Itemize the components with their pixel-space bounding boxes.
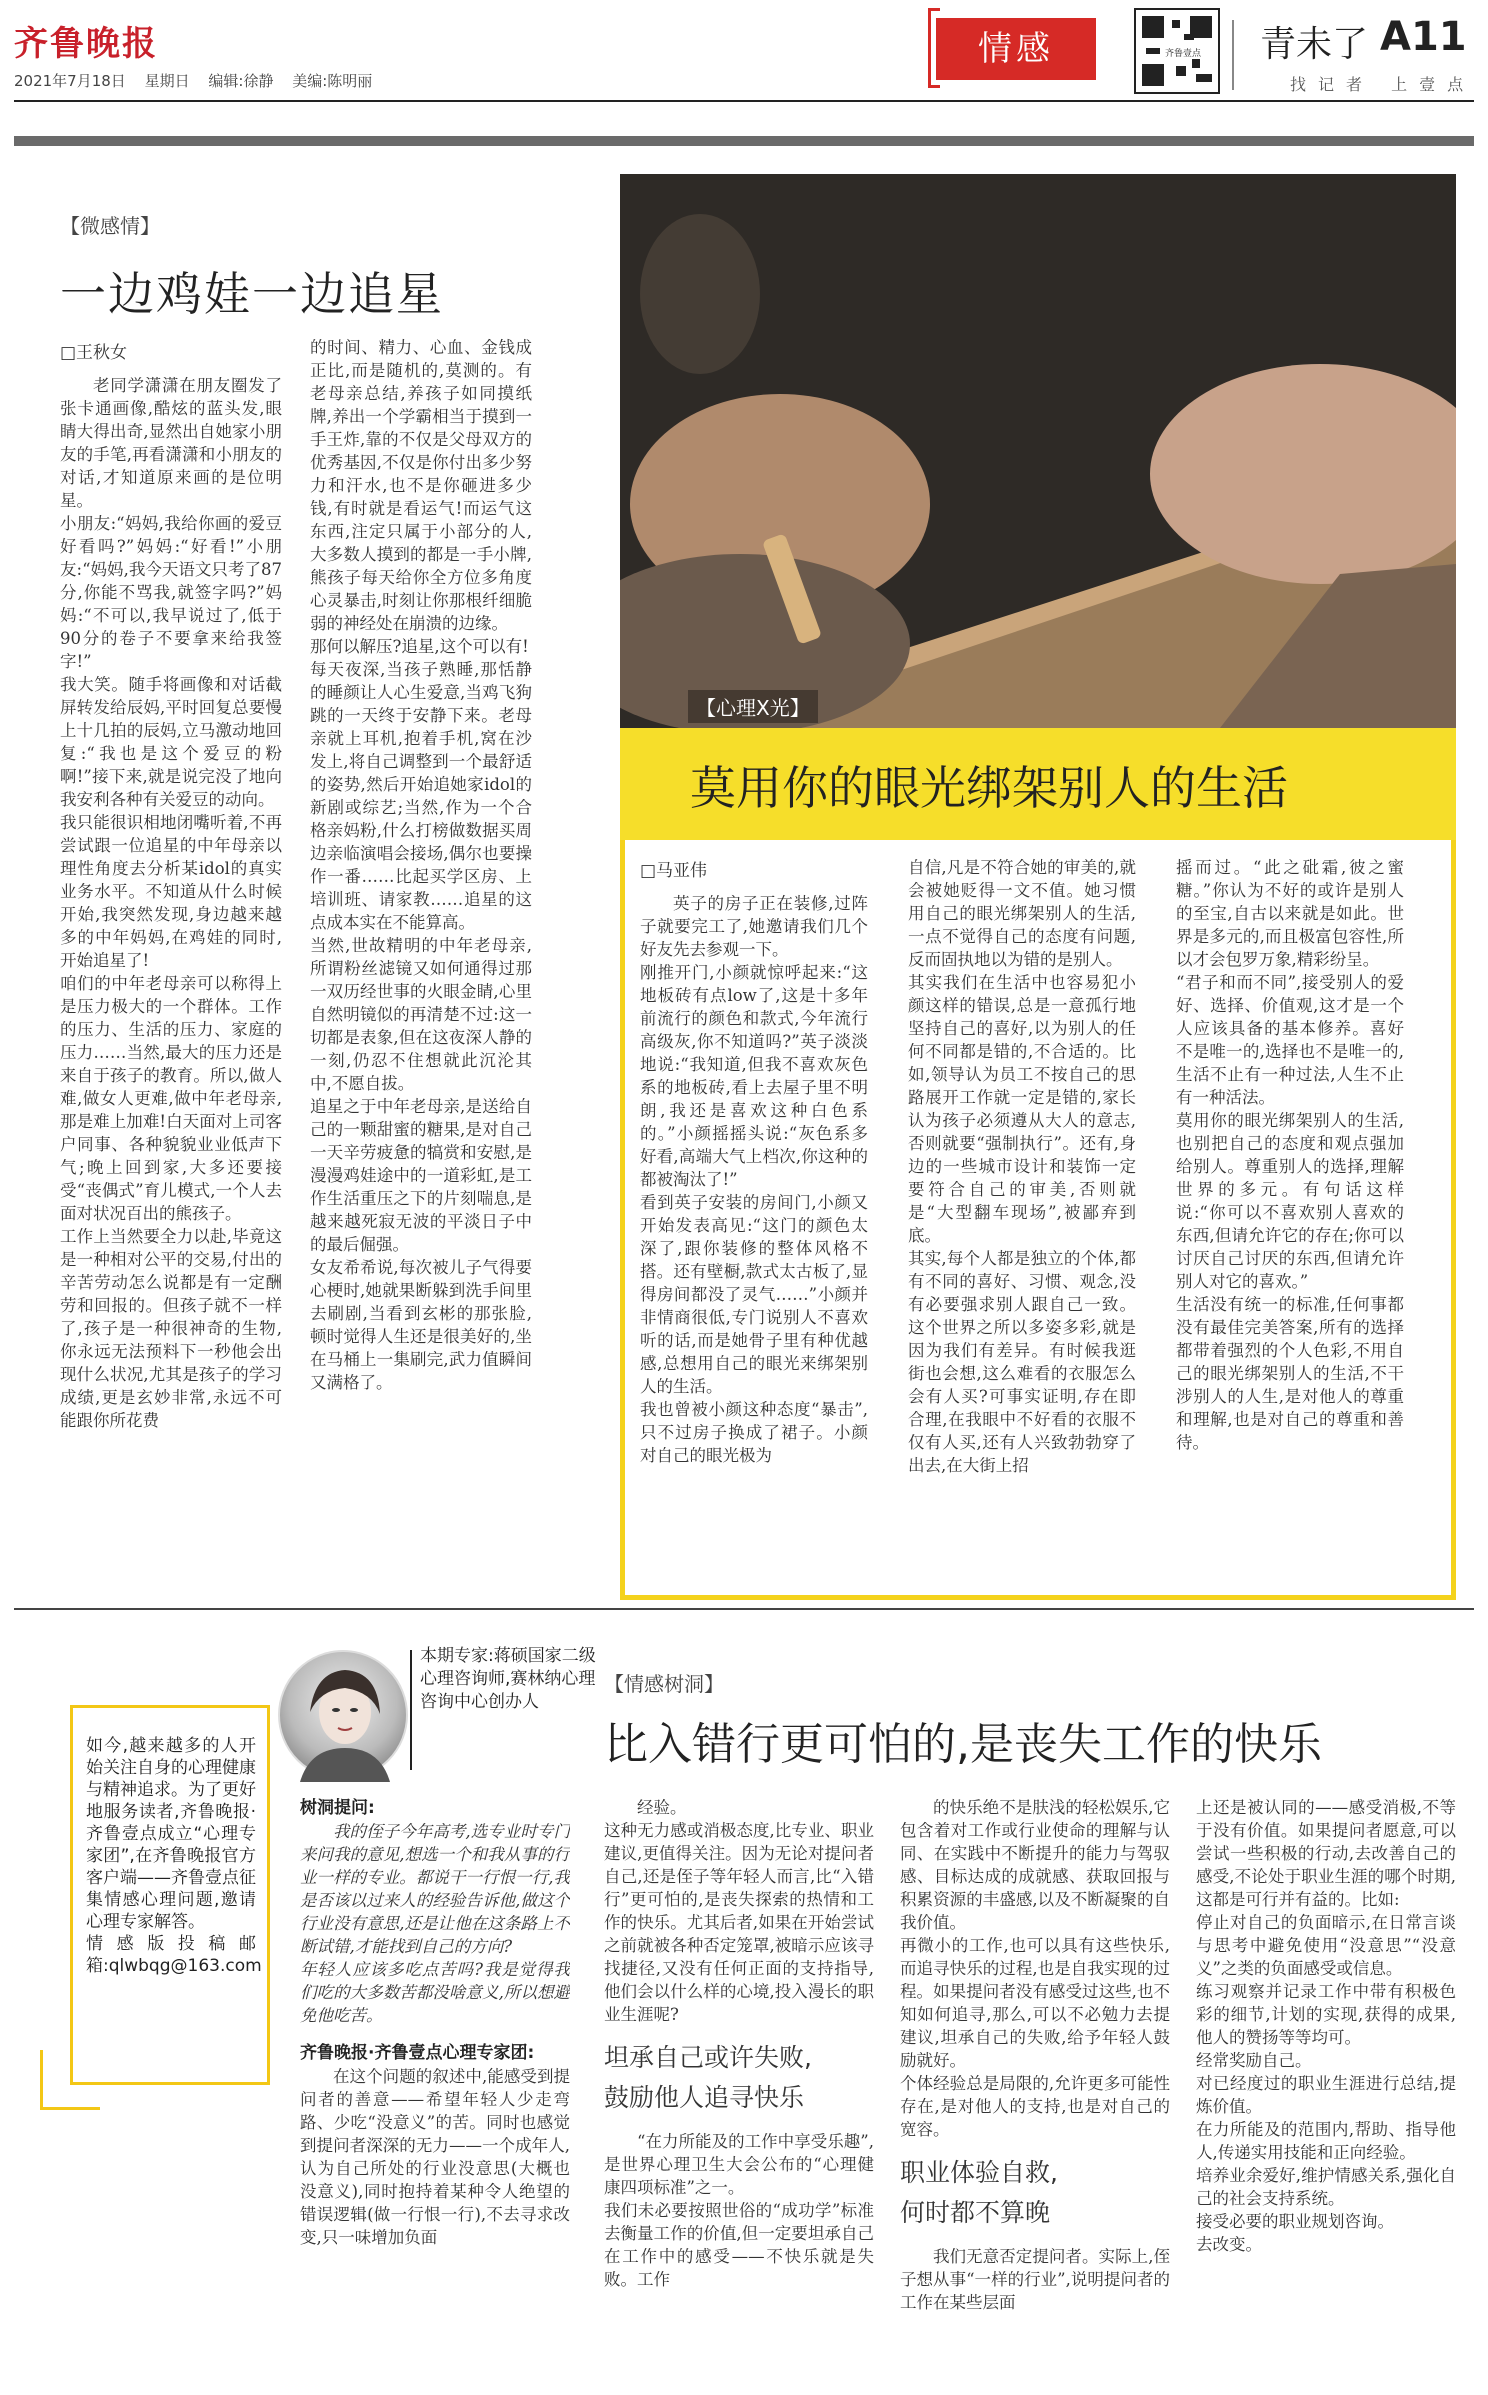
subheading-1: 坦承自己或许失败, 鼓励他人追寻快乐 <box>604 2043 812 2112</box>
header-band <box>14 136 1474 146</box>
answer-label: 齐鲁晚报·齐鲁壹点心理专家团: <box>300 2043 535 2063</box>
page-number: A11 <box>1380 14 1467 60</box>
article1-column-1: 老同学潇潇在朋友圈发了张卡通画像,酷炫的蓝头发,眼睛大得出奇,显然出自她家小朋友的手笔,再看潇潇和小朋友的对话,才知道原来画的是位明星。 小朋友:“妈妈,我给你画的爱豆好看吗?”妈妈:“好看!”小朋友:“妈妈,我今天语文只考了87分,你能不骂我,就签字吗?”妈妈:“不可以,我早说过了,低于90分的卷子不要拿来给我签字!” 我大笑。随手将画像和对话截屏转发给辰妈,平时回复总要慢上十几拍的辰妈,立马激动地回复:“我也是这个爱豆的粉啊!”接下来,就是说完没了地向我安利各种有关爱豆的动向。 我只能很识相地闭嘴听着,不再尝试跟一位追星的中年母亲以理性角度去分析某idol的真实业务水平。不知道从什么时候开始,我突然发现,身边越来越多的中年妈妈,在鸡娃的同时,开始追星了! 咱们的中年老母亲可以称得上是压力极大的一个群体。工作的压力、生活的压力、家庭的压力……当然,最大的压力还是来自于孩子的教育。所以,做人难,做女人更难,做中年老母亲,那是难上加难!白天面对上司客户同事、各种貌貌业业低声下气;晚上回到家,大多还要接受“丧偶式”育儿模式,一个人去面对状况百出的熊孩子。 工作上当然要全力以赴,毕竟这是一种相对公平的交易,付出的辛苦劳动怎么说都是有一定酬劳和回报的。但孩子就不一样了,孩子是一种很神奇的生物,你永远无法预料下一秒他会出现什么状况,尤其是孩子的学习成绩,更是玄妙非常,永远不可能跟你所花费 <box>60 376 282 1430</box>
article1-tag: 【微感情】 <box>60 214 160 238</box>
callout-text: 如今,越来越多的人开始关注自身的心理健康与精神追求。为了更好地服务读者,齐鲁晚报·齐鲁壹点成立“心理专家团”,在齐鲁晚报官方客户端——齐鲁壹点征集情感心理问题,邀请心理专家解答。 情感版投稿邮箱:qlwbqg@163.com <box>86 1736 262 1976</box>
section-label: 情感 <box>936 18 1096 80</box>
designer-credit: 美编:陈明丽 <box>292 72 373 90</box>
dateline <box>14 70 386 91</box>
callout-corner-ornament <box>40 2050 100 2110</box>
article2-column-2: 自信,凡是不符合她的审美的,就会被她贬得一文不值。她习惯用自己的眼光绑架别人的生活,一点不觉得自己的态度有问题,反而固执地以为错的是别人。 其实我们在生活中也容易犯小颜这样的错误,总是一意孤行地坚持自己的喜好,以为别人的任何不同都是错的,不合适的。比如,领导认为员工不按自己的思路展开工作就一定是错的,家长认为孩子必须遵从大人的意志,否则就要“强制执行”。还有,身边的一些城市设计和装饰一定要符合自己的审美,否则就是“大型翻车现场”,被鄙弃到底。 其实,每个人都是独立的个体,都有不同的喜好、习惯、观念,没有必要强求别人跟自己一致。这个世界之所以多姿多彩,就是因为我们有差异。有时候我逛街也会想,这么难看的衣服怎么会有人买?可事实证明,存在即合理,在我眼中不好看的衣服不仅有人买,还有人兴致勃勃穿了出去,在大街上招 <box>908 858 1136 1475</box>
editor-credit: 编辑:徐静 <box>208 72 274 90</box>
article2-column-1: 英子的房子正在装修,过阵子就要完工了,她邀请我们几个好友先去参观一下。 刚推开门,小颜就惊呼起来:“这地板砖有点low了,这是十多年前流行的颜色和款式,今年流行高级灰,你不知道吗?”英子淡淡地说:“我知道,但我不喜欢灰色系的地板砖,看上去屋子里不明朗,我还是喜欢这种白色系的。”小颜摇摇头说:“灰色系多好看,高端大气上档次,你这种的都被淘汰了!” 看到英子安装的房间门,小颜又开始发表高见:“这门的颜色太深了,跟你装修的整体风格不搭。还有壁橱,款式太古板了,显得房间都没了灵气……”小颜并非情商很低,专门说别人不喜欢听的话,而是她骨子里有种优越感,总想用自己的眼光来绑架别人的生活。 我也曾被小颜这种态度“暴击”,只不过房子换成了裙子。小颜对自己的眼光极为 <box>640 894 868 1465</box>
article3-column-2-text-b: “在力所能及的工作中享受乐趣”,是世界心理卫生大会公布的“心理健康四项标准”之一。 我们未必要按照世俗的“成功学”标准去衡量工作的价值,但一定要坦承自己在工作中的感受——不快乐就是失败。工作 <box>604 2132 874 2289</box>
article3-column-4: 上还是被认同的——感受消极,不等于没有价值。如果提问者愿意,可以尝试一些积极的行动,去改善自己的感受,不论处于职业生涯的哪个时期,这都是可行并有益的。比如: 停止对自己的负面暗示,在日常言谈与思考中避免使用“没意思”“没意义”之类的负面感受或信息。 练习观察并记录工作中带有积极色彩的细节,计划的实现,获得的成果,他人的赞扬等等均可。 经常奖励自己。 对已经度过的职业生涯进行总结,提炼价值。 在力所能及的范围内,帮助、指导他人,传递实用技能和正向经验。 培养业余爱好,维护情感关系,强化自己的社会支持系统。 接受必要的职业规划咨询。 去改变。 <box>1196 1798 1456 2254</box>
article3-column-3-text-a: 的快乐绝不是肤浅的轻松娱乐,它包含着对工作或行业使命的理解与认同、在实践中不断提升的能力与驾驭感、目标达成的成就感、获取回报与积累资源的丰盛感,以及不断凝聚的自我价值。 再微小的工作,也可以具有这些快乐,而追寻快乐的过程,也是自我实现的过程。如果提问者没有感受过这些,也不知如何追寻,那么,可以不必勉力去提建议,坦承自己的失败,给予年轻人鼓励就好。 个体经验总是局限的,允许更多可能性存在,是对他人的支持,也是对自己的宽容。 <box>900 1798 1170 2139</box>
feature-photo-tag: 【心理X光】 <box>688 690 818 723</box>
expert-avatar <box>278 1650 408 1780</box>
article3-tag: 【情感树洞】 <box>604 1672 724 1696</box>
article3-column-3 <box>900 1796 1170 2376</box>
qr-code-icon <box>1134 8 1220 94</box>
article3-title: 比入错行更可怕的,是丧失工作的快乐 <box>604 1719 1322 1770</box>
newspaper-logo: 齐鲁晚报 <box>14 24 158 64</box>
article1-title: 一边鸡娃一边追星 <box>60 267 444 321</box>
page-motto: 找记者 上壹点 <box>1290 75 1476 94</box>
question-text: 我的侄子今年高考,选专业时专门来问我的意见,想选一个和我从事的行业一样的专业。都说干一行恨一行,我是否该以过来人的经验告诉他,做这个行业没有意思,还是让他在这条路上不断试错,才能找到自己的方向? 年轻人应该多吃点苦吗?我是觉得我们吃的大多数苦都没啥意义,所以想避免他吃苦。 <box>300 1822 570 2025</box>
expert-divider <box>410 1650 412 1770</box>
feature-photo <box>620 174 1456 728</box>
article2-byline: □马亚伟 <box>640 861 708 881</box>
qr-label: 齐鲁壹点 <box>1164 46 1202 59</box>
article3-column-1 <box>300 1796 570 2376</box>
article3-column-2 <box>604 1796 874 2376</box>
question-label: 树洞提问: <box>300 1798 375 1818</box>
header-rule <box>14 100 1474 102</box>
masthead-divider <box>1232 20 1234 90</box>
issue-weekday: 星期日 <box>144 72 190 90</box>
article1-byline: □王秋女 <box>60 343 128 363</box>
article1-column-2: 的时间、精力、心血、金钱成正比,而是随机的,莫测的。有老母亲总结,养孩子如同摸纸牌,养出一个学霸相当于摸到一手王炸,靠的不仅是父母双方的优秀基因,不仅是你付出多少努力和汗水,也不是你砸进多少钱,有时就是看运气!而运气这东西,注定只属于小部分的人,大多数人摸到的都是一手小牌,熊孩子每天给你全方位多角度心灵暴击,时刻让你那根纤细脆弱的神经处在崩溃的边缘。 那何以解压?追星,这个可以有! 每天夜深,当孩子熟睡,那恬静的睡颜让人心生爱意,当鸡飞狗跳的一天终于安静下来。老母亲就上耳机,抱着手机,窝在沙发上,将自己调整到一个最舒适的姿势,然后开始追她家idol的新剧或综艺;当然,作为一个合格亲妈粉,什么打榜做数据买周边亲临演唱会接场,偶尔也要操作一番……比起买学区房、上培训班、请家教……追星的这点成本实在不能算高。 当然,世故精明的中年老母亲,所谓粉丝滤镜又如何通得过那一双历经世事的火眼金睛,心里自然明镜似的再清楚不过:这一切都是表象,但在这夜深人静的一刻,仍忍不住想就此沉沦其中,不愿自拔。 追星之于中年老母亲,是送给自己的一颗甜蜜的糖果,是对自己一天辛劳疲惫的犒赏和安慰,是漫漫鸡娃途中的一道彩虹,是工作生活重压之下的片刻喘息,是越来越死寂无波的平淡日子中的最后倔强。 女友希希说,每次被儿子气得要心梗时,她就果断躲到洗手间里去刷剧,当看到玄彬的那张脸,顿时觉得人生还是很美好的,坐在马桶上一集刷完,武力值瞬间又满格了。 <box>310 338 532 1392</box>
issue-date: 2021年7月18日 <box>14 72 126 90</box>
article3-column-2-text-a: 经验。 这种无力感或消极态度,比专业、职业建议,更值得关注。因为无论对提问者自己,还是侄子等年轻人而言,比“入错行”更可怕的,是丧失探索的热情和工作的快乐。尤其后者,如果在开始尝试之前就被各种否定笼罩,被暗示应该寻找捷径,又没有任何正面的支持指导,他们会以什么样的心境,投入漫长的职业生涯呢? <box>604 1798 874 2024</box>
subheading-2: 职业体验自救, 何时都不算晚 <box>900 2158 1058 2227</box>
section-divider <box>14 1608 1474 1610</box>
expert-introduction: 本期专家:蒋硕国家二级心理咨询师,赛林纳心理咨询中心创办人 <box>420 1646 596 1712</box>
article2-column-3: 摇而过。“此之砒霜,彼之蜜糖。”你认为不好的或许是别人的至宝,自古以来就是如此。世界是多元的,而且极富包容性,所以才会包罗万象,精彩纷呈。 “君子和而不同”,接受别人的爱好、选择、价值观,这才是一个人应该具备的基本修养。喜好不是唯一的,选择也不是唯一的,生活不止有一种过法,人生不止有一种活法。 莫用你的眼光绑架别人的生活,也别把自己的态度和观点强加给别人。尊重别人的选择,理解世界的多元。有句话这样说:“你可以不喜欢别人喜欢的东西,但请允许它的存在;你可以讨厌自己讨厌的东西,但请允许别人对它的喜欢。” 生活没有统一的标准,任何事都没有最佳完美答案,所有的选择都带着强烈的个人色彩,不用自己的眼光绑架别人的生活,不干涉别人的人生,是对他人的尊重和理解,也是对自己的尊重和善待。 <box>1176 858 1404 1452</box>
article2-title: 莫用你的眼光绑架别人的生活 <box>690 761 1288 815</box>
answer-text: 在这个问题的叙述中,能感受到提问者的善意——希望年轻人少走弯路、少吃“没意义”的苦。同时也感觉到提问者深深的无力——一个成年人,认为自己所处的行业没意思(大概也没意义),同时抱持着某种令人绝望的错误逻辑(做一行恨一行),不去寻求改变,只一味增加负面 <box>300 2067 570 2247</box>
page-name: 青未了 <box>1260 24 1369 65</box>
article3-column-3-text-b: 我们无意否定提问者。实际上,侄子想从事“一样的行业”,说明提问者的工作在某些层面 <box>900 2247 1170 2312</box>
